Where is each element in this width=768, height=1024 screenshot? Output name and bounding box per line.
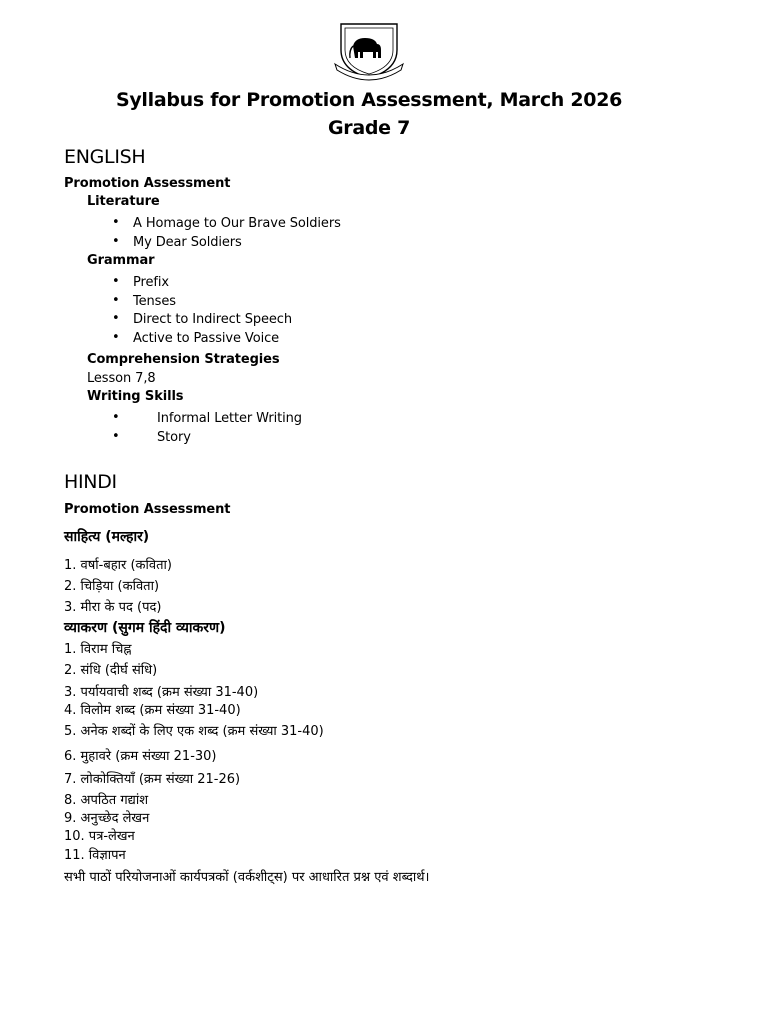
comprehension-text: Lesson 7,8 xyxy=(87,371,156,386)
vyakaran-item: 7. लोकोक्तियाँ (क्रम संख्या 21-26) xyxy=(64,772,241,787)
sahitya-item: 2. चिड़िया (कविता) xyxy=(64,579,160,594)
writing-item: Story xyxy=(157,430,191,445)
bullet-icon: • xyxy=(112,429,120,444)
school-crest-logo xyxy=(333,20,405,84)
grammar-item: Direct to Indirect Speech xyxy=(133,312,292,327)
bullet-icon: • xyxy=(112,293,120,308)
bullet-icon: • xyxy=(112,215,120,230)
literature-heading: Literature xyxy=(87,194,160,209)
grammar-heading: Grammar xyxy=(87,253,155,268)
english-assessment-label: Promotion Assessment xyxy=(64,176,231,191)
sahitya-item: 1. वर्षा-बहार (कविता) xyxy=(64,558,172,573)
english-heading: ENGLISH xyxy=(64,146,146,168)
hindi-assessment-label: Promotion Assessment xyxy=(64,502,231,517)
bullet-icon: • xyxy=(112,410,120,425)
sahitya-heading: साहित्य (मल्हार) xyxy=(64,529,150,545)
bullet-icon: • xyxy=(112,330,120,345)
grade-title: Grade 7 xyxy=(327,117,410,139)
vyakaran-item: 5. अनेक शब्दों के लिए एक शब्द (क्रम संख्या 31-40) xyxy=(64,724,324,739)
vyakaran-item: 8. अपठित गद्यांश xyxy=(64,793,149,808)
vyakaran-item: 11. विज्ञापन xyxy=(64,848,126,863)
vyakaran-item: 1. विराम चिह्न xyxy=(64,642,132,657)
writing-heading: Writing Skills xyxy=(87,389,184,404)
comprehension-heading: Comprehension Strategies xyxy=(87,352,280,367)
vyakaran-item: 2. संधि (दीर्घ संधि) xyxy=(64,663,158,678)
vyakaran-item: 6. मुहावरे (क्रम संख्या 21-30) xyxy=(64,749,217,764)
page-title: Syllabus for Promotion Assessment, March 2026 xyxy=(115,89,623,111)
vyakaran-item: 10. पत्र-लेखन xyxy=(64,829,135,844)
literature-item: A Homage to Our Brave Soldiers xyxy=(133,216,341,231)
grammar-item: Prefix xyxy=(133,275,169,290)
grammar-item: Tenses xyxy=(133,294,176,309)
vyakaran-item: 3. पर्यायवाची शब्द (क्रम संख्या 31-40) xyxy=(64,685,259,700)
vyakaran-item: 4. विलोम शब्द (क्रम संख्या 31-40) xyxy=(64,703,241,718)
bullet-icon: • xyxy=(112,274,120,289)
bullet-icon: • xyxy=(112,234,120,249)
hindi-heading: HINDI xyxy=(64,471,117,493)
hindi-footer-note: सभी पाठों परियोजनाओं कार्यपत्रकों (वर्कशीट्स) पर आधारित प्रश्न एवं शब्दार्थ। xyxy=(64,870,430,885)
vyakaran-item: 9. अनुच्छेद लेखन xyxy=(64,811,150,826)
vyakaran-heading: व्याकरण (सुगम हिंदी व्याकरण) xyxy=(64,620,226,636)
literature-item: My Dear Soldiers xyxy=(133,235,242,250)
writing-item: Informal Letter Writing xyxy=(157,411,302,426)
sahitya-item: 3. मीरा के पद (पद) xyxy=(64,600,162,615)
bullet-icon: • xyxy=(112,311,120,326)
grammar-item: Active to Passive Voice xyxy=(133,331,280,346)
